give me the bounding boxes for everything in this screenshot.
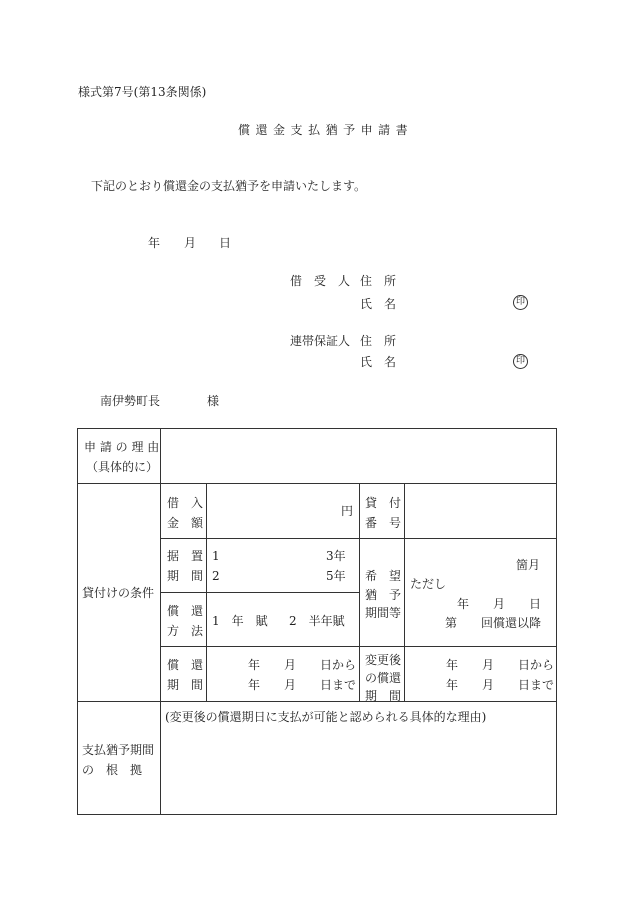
deferral-months[interactable]: 箇月 bbox=[516, 558, 541, 572]
loan-amount-label: 借 入 bbox=[167, 496, 204, 510]
repayment-period-from[interactable]: 年 月 日から bbox=[248, 658, 357, 672]
guarantor-address-label[interactable]: 住 所 bbox=[360, 334, 397, 348]
repayment-method-label-2: 方 法 bbox=[167, 624, 204, 638]
deferral-basis-note[interactable]: (変更後の償還期日に支払が可能と認められる具体的な理由) bbox=[165, 710, 487, 724]
deferral-basis-label: 支払猶予期間 bbox=[82, 743, 155, 757]
desired-deferral-label-2: 猶 予 bbox=[365, 588, 402, 602]
guarantor-name-label[interactable]: 氏 名 bbox=[360, 355, 397, 369]
loan-number-label: 貸 付 bbox=[365, 496, 402, 510]
title-char: 申 bbox=[360, 123, 373, 137]
guarantor-label: 連帯保証人 bbox=[290, 334, 351, 348]
loan-conditions-label: 貸付けの条件 bbox=[82, 586, 155, 600]
title-char: 償 bbox=[238, 123, 251, 137]
form-number: 様式第7号(第13条関係) bbox=[78, 85, 207, 99]
changed-period-from[interactable]: 年 月 日から bbox=[446, 658, 555, 672]
deferral-basis-label-2: の 根 拠 bbox=[82, 763, 143, 777]
title-char: 金 bbox=[273, 123, 286, 137]
loan-amount-label-2: 金 額 bbox=[167, 516, 204, 530]
changed-period-to[interactable]: 年 月 日まで bbox=[446, 678, 555, 692]
title-char: 猶 bbox=[325, 123, 338, 137]
borrower-name-label[interactable]: 氏 名 bbox=[360, 297, 397, 311]
changed-period-label-2: の償還 bbox=[365, 671, 402, 685]
grace-period-label-2: 期 間 bbox=[167, 569, 204, 583]
method-option-annual[interactable]: 1 年 賦 bbox=[212, 614, 268, 628]
guarantor-seal-icon: 印 bbox=[513, 354, 528, 369]
loan-amount-input[interactable]: 円 bbox=[341, 504, 354, 518]
date-year[interactable]: 年 bbox=[148, 236, 161, 250]
borrower-address-label[interactable]: 住 所 bbox=[360, 274, 397, 288]
title-char: 請 bbox=[378, 123, 391, 137]
deferral-from-installment[interactable]: 第 回償還以降 bbox=[445, 616, 542, 630]
addressee-mayor: 南伊勢町長 bbox=[100, 394, 161, 408]
grace-period-label: 据 置 bbox=[167, 549, 204, 563]
reason-input[interactable] bbox=[162, 430, 555, 482]
deferral-date[interactable]: 年 月 日 bbox=[457, 597, 542, 611]
title-char: 書 bbox=[395, 123, 408, 137]
title-char: 払 bbox=[308, 123, 321, 137]
desired-deferral-label-3: 期間等 bbox=[365, 606, 402, 620]
date-month[interactable]: 月 bbox=[184, 236, 197, 250]
grace-option-1-value[interactable]: 3年 bbox=[326, 549, 346, 563]
reason-sub-label: （具体的に） bbox=[86, 460, 159, 474]
title-char: 還 bbox=[255, 123, 268, 137]
loan-number-label-2: 番 号 bbox=[365, 516, 402, 530]
deferral-tadashi: ただし bbox=[410, 577, 447, 591]
repayment-period-label: 償 還 bbox=[167, 658, 204, 672]
borrower-seal-icon: 印 bbox=[513, 295, 528, 310]
borrower-label: 借 受 人 bbox=[290, 274, 351, 288]
intro-text: 下記のとおり償還金の支払猶予を申請いたします。 bbox=[91, 179, 367, 193]
changed-period-label-3: 期 間 bbox=[365, 689, 402, 703]
repayment-period-label-2: 期 間 bbox=[167, 678, 204, 692]
grace-option-2-number[interactable]: 2 bbox=[212, 569, 220, 583]
repayment-method-label: 償 還 bbox=[167, 604, 204, 618]
loan-number-input[interactable] bbox=[406, 485, 555, 537]
title-char: 支 bbox=[290, 123, 303, 137]
grace-option-1-number[interactable]: 1 bbox=[212, 549, 220, 563]
desired-deferral-label: 希 望 bbox=[365, 569, 402, 583]
addressee-honorific: 様 bbox=[207, 394, 220, 408]
reason-label: 申 請 の 理 由 bbox=[84, 440, 160, 454]
title-char: 予 bbox=[343, 123, 356, 137]
repayment-period-to[interactable]: 年 月 日まで bbox=[248, 678, 357, 692]
method-option-semiannual[interactable]: 2 半年賦 bbox=[289, 614, 345, 628]
changed-period-label: 変更後 bbox=[365, 653, 402, 667]
grace-option-2-value[interactable]: 5年 bbox=[326, 569, 346, 583]
date-day[interactable]: 日 bbox=[219, 236, 232, 250]
